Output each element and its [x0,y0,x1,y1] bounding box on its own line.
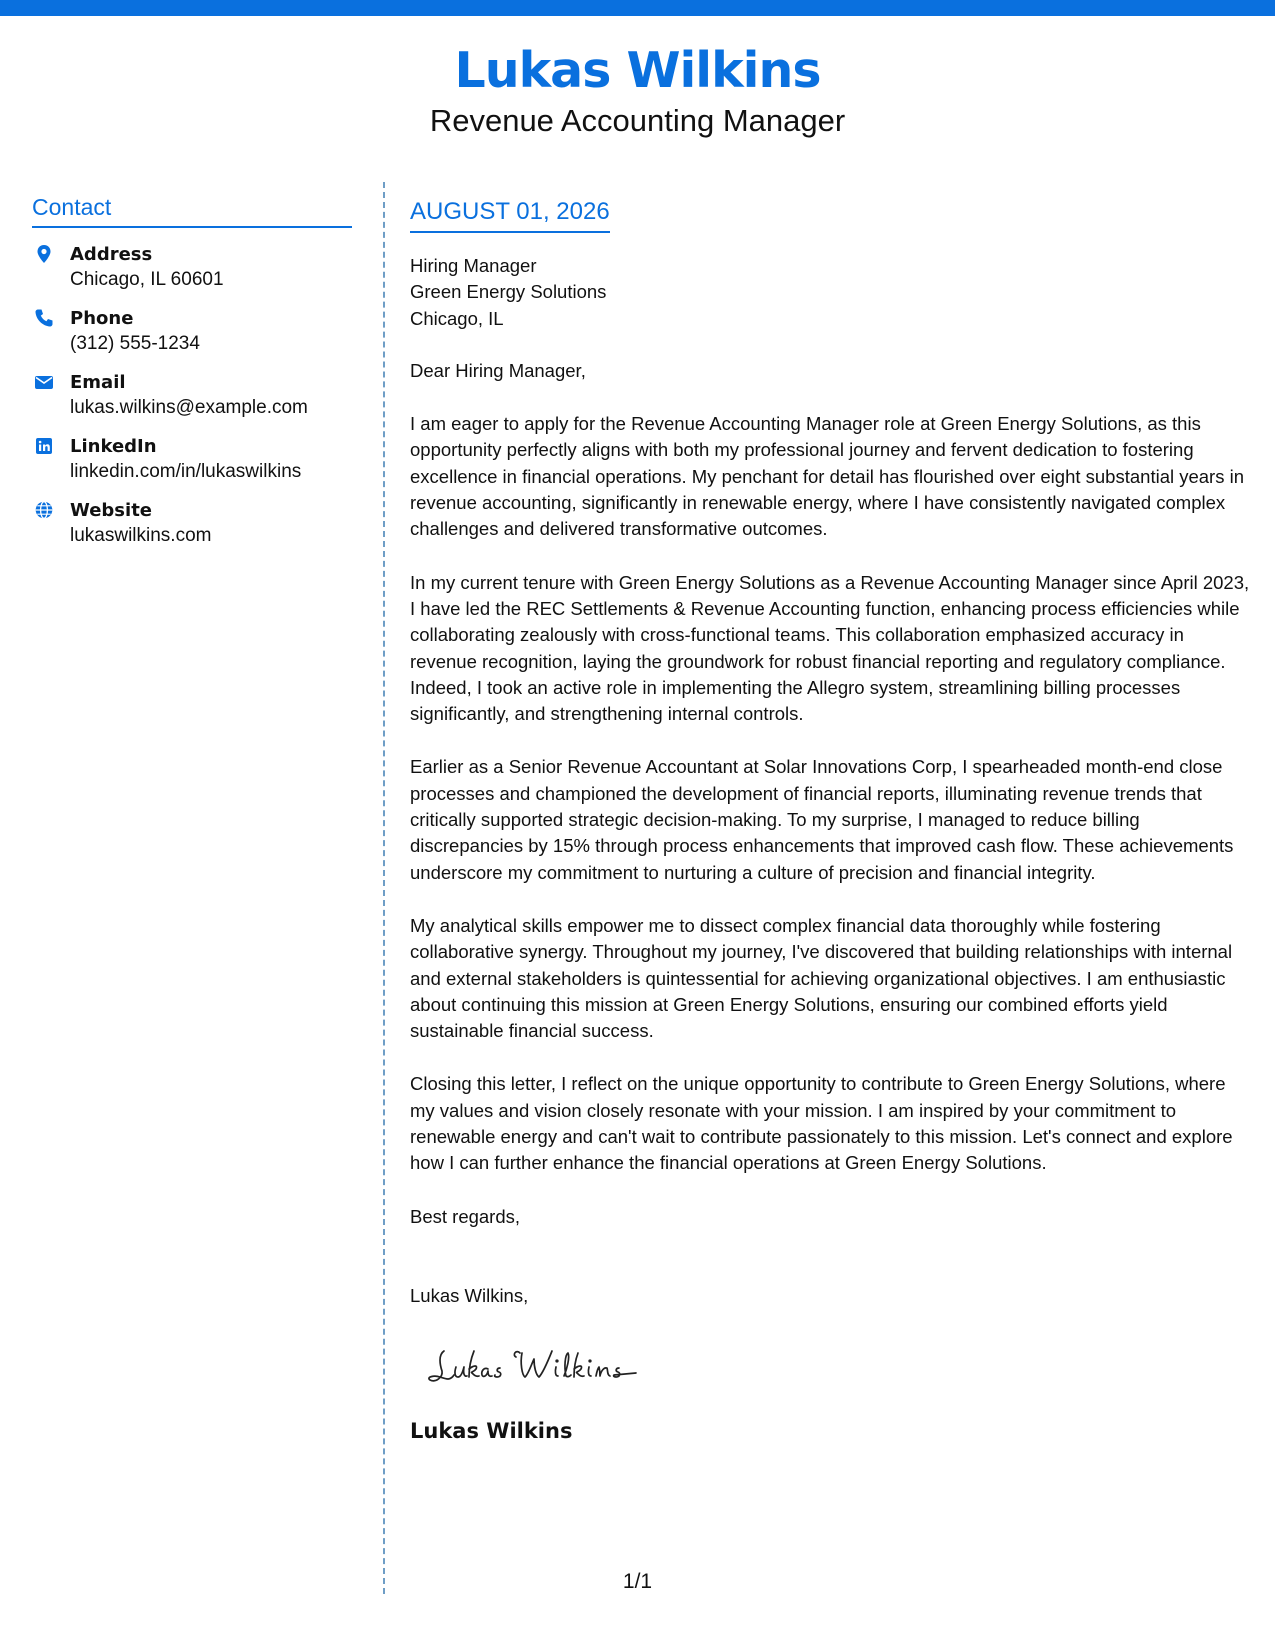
contact-heading: Contact [32,192,352,228]
contact-value: (312) 555-1234 [70,333,200,354]
letter-date: AUGUST 01, 2026 [410,196,610,233]
envelope-icon [34,372,54,392]
contact-label: Phone [70,308,134,329]
contact-label: Address [70,244,153,265]
page-number [0,1570,1275,1594]
contact-website [32,498,352,548]
body-paragraph: My analytical skills empower me to dissect complex financial data thoroughly while fostering collaborative synergy. Throughout my journey, I've discovered that building relationships with internal and external stakeholders is quintessential for achieving organizational objectives. I am enthusiastic about continuing this mission at Green Energy Solutions, ensuring our combined efforts yield sustainable financial success. [410,914,1233,1042]
applicant-name: Lukas Wilkins [454,42,821,99]
body-paragraph: Closing this letter, I reflect on the unique opportunity to contribute to Green Energy Solutions, where my values and vision closely resonate with your mission. I am inspired by your commitment to renewable energy and can't wait to contribute passionately to this mission. Let's connect and explore how I can further enhance the financial operations at Green Energy Solutions. [410,1073,1233,1174]
closing-name: Lukas Wilkins, [410,1284,529,1306]
letter-body [410,196,1250,1445]
globe-icon [34,500,54,520]
page-number-text: 1/1 [622,1570,653,1593]
map-pin-icon [34,244,54,264]
contact-email [32,370,352,420]
contact-label: Website [70,500,153,521]
recipient-block [410,253,1250,332]
applicant-title: Revenue Accounting Manager [429,103,846,138]
contact-linkedin [32,434,352,484]
contact-label: Email [70,372,126,393]
phone-icon [34,308,54,328]
linkedin-icon [34,436,54,456]
contact-sidebar [32,192,352,548]
contact-label: LinkedIn [70,436,157,457]
contact-value[interactable]: linkedin.com/in/lukaswilkins [70,461,302,482]
recipient-line: Chicago, IL [410,307,504,329]
contact-value[interactable]: lukas.wilkins@example.com [70,397,308,418]
column-divider [383,182,385,1594]
contact-value[interactable]: lukaswilkins.com [70,525,212,546]
handwritten-signature [424,1331,664,1397]
body-paragraph: In my current tenure with Green Energy Solutions as a Revenue Accounting Manager since April 2023, I have led the REC Settlements & Revenue Accounting function, enhancing process efficiencies while collaborating zealously with cross-functional teams. This collaboration emphasized accuracy in revenue recognition, laying the groundwork for robust financial reporting and regulatory compliance. Indeed, I took an active role in implementing the Allegro system, streamlining billing processes significantly, and strengthening internal controls. [410,571,1250,725]
salutation: Dear Hiring Manager, [410,359,586,381]
contact-address [32,242,352,292]
contact-phone [32,306,352,356]
recipient-line: Green Energy Solutions [410,281,607,303]
closing-phrase: Best regards, [410,1205,521,1227]
contact-value: Chicago, IL 60601 [70,269,224,290]
body-paragraph: I am eager to apply for the Revenue Accounting Manager role at Green Energy Solutions, as this opportunity perfectly aligns with both my professional journey and fervent dedication to fostering excellence in financial operations. My penchant for detail has flourished over eight substantial years in revenue accounting, significantly in renewable energy, where I have consistently navigated complex challenges and delivered transformative outcomes. [410,413,1245,540]
recipient-line: Hiring Manager [410,255,537,276]
letter-header [0,42,1275,140]
top-accent-bar [0,0,1275,16]
body-paragraph: Earlier as a Senior Revenue Accountant at Solar Innovations Corp, I spearheaded month-end close processes and championed the development of financial reports, illuminating revenue trends that critically supported strategic decision-making. To my surprise, I managed to reduce billing discrepancies by 15% through process enhancements that improved cash flow. These achievements underscore my commitment to nurturing a culture of precision and financial integrity. [410,756,1234,883]
signer-name: Lukas Wilkins [410,1418,573,1443]
